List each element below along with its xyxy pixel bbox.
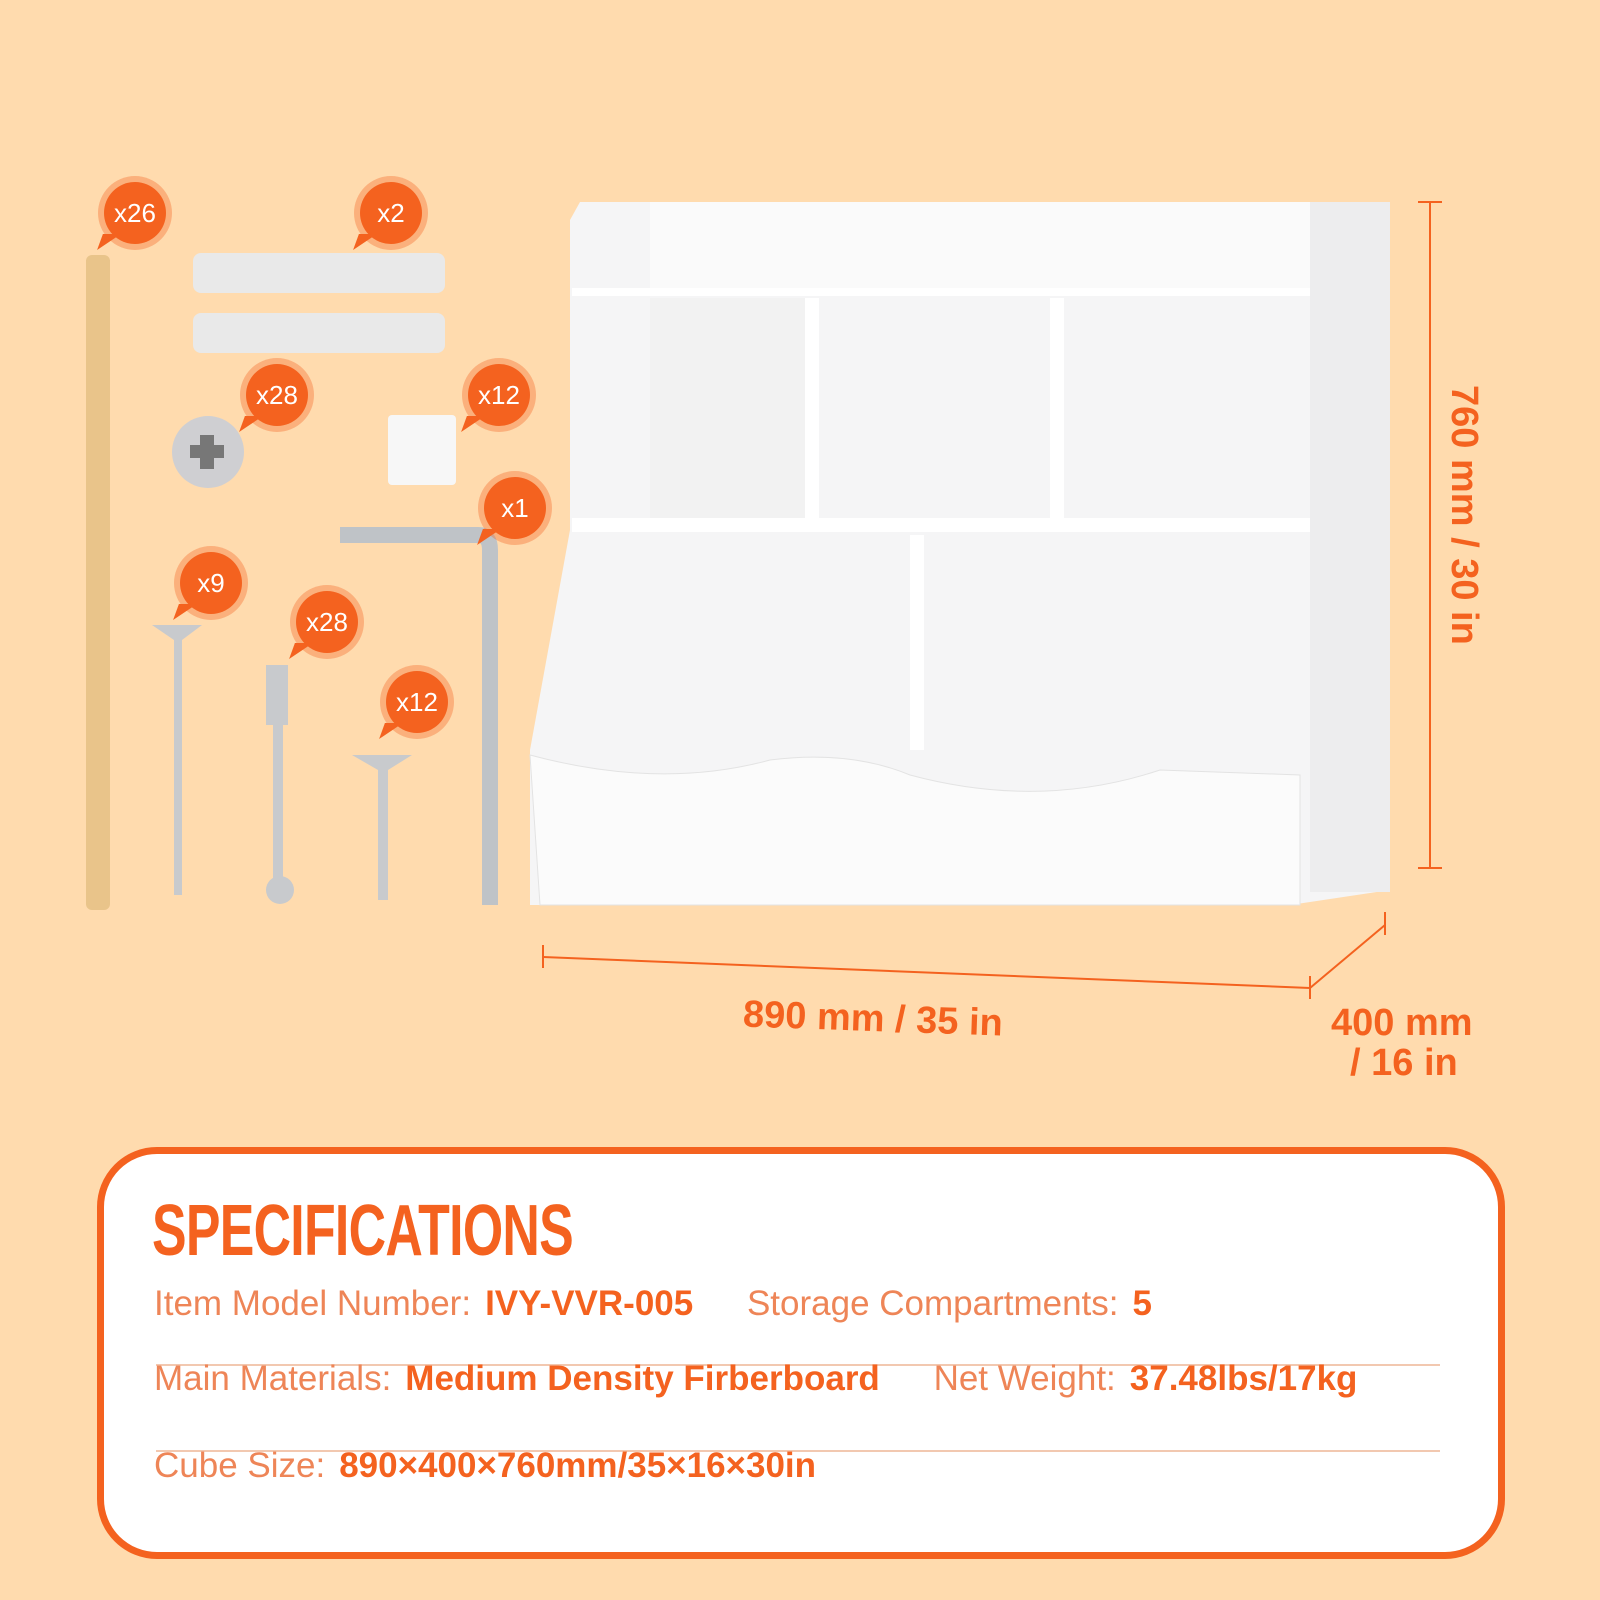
count-badge: x28: [246, 364, 308, 426]
compartments-label: Storage Compartments:: [746, 1284, 1119, 1323]
count-badge: x12: [386, 671, 448, 733]
count-badge: x2: [360, 182, 422, 244]
materials-label: Main Materials:: [154, 1359, 392, 1398]
width-dimension: 890 mm / 35 in: [742, 993, 1004, 1045]
specifications-panel: [97, 1147, 1505, 1559]
size-row: [154, 1446, 816, 1486]
depth-dimension-line1: 400 mm: [1331, 1002, 1473, 1044]
count-badge: x1: [484, 477, 546, 539]
specifications-title: SPECIFICATIONS: [152, 1191, 573, 1271]
height-dimension: 760 mm / 30 in: [1443, 385, 1485, 645]
spec-row: [154, 1284, 1152, 1324]
count-badge: x28: [296, 591, 358, 653]
weight-label: Net Weight:: [933, 1359, 1116, 1398]
size-value: 890×400×760mm/35×16×30in: [339, 1446, 817, 1485]
weight-value: 37.48lbs/17kg: [1129, 1359, 1358, 1398]
size-label: Cube Size:: [154, 1446, 326, 1485]
depth-dimension-line2: / 16 in: [1350, 1042, 1458, 1084]
materials-weight-row: [154, 1359, 1357, 1399]
materials-value: Medium Density Firberboard: [405, 1359, 880, 1398]
model-value: IVY-VVR-005: [485, 1284, 694, 1323]
compartments-value: 5: [1132, 1284, 1152, 1323]
model-label: Item Model Number:: [154, 1284, 472, 1323]
count-badge: x12: [468, 364, 530, 426]
count-badge: x9: [180, 552, 242, 614]
count-badge: x26: [104, 182, 166, 244]
